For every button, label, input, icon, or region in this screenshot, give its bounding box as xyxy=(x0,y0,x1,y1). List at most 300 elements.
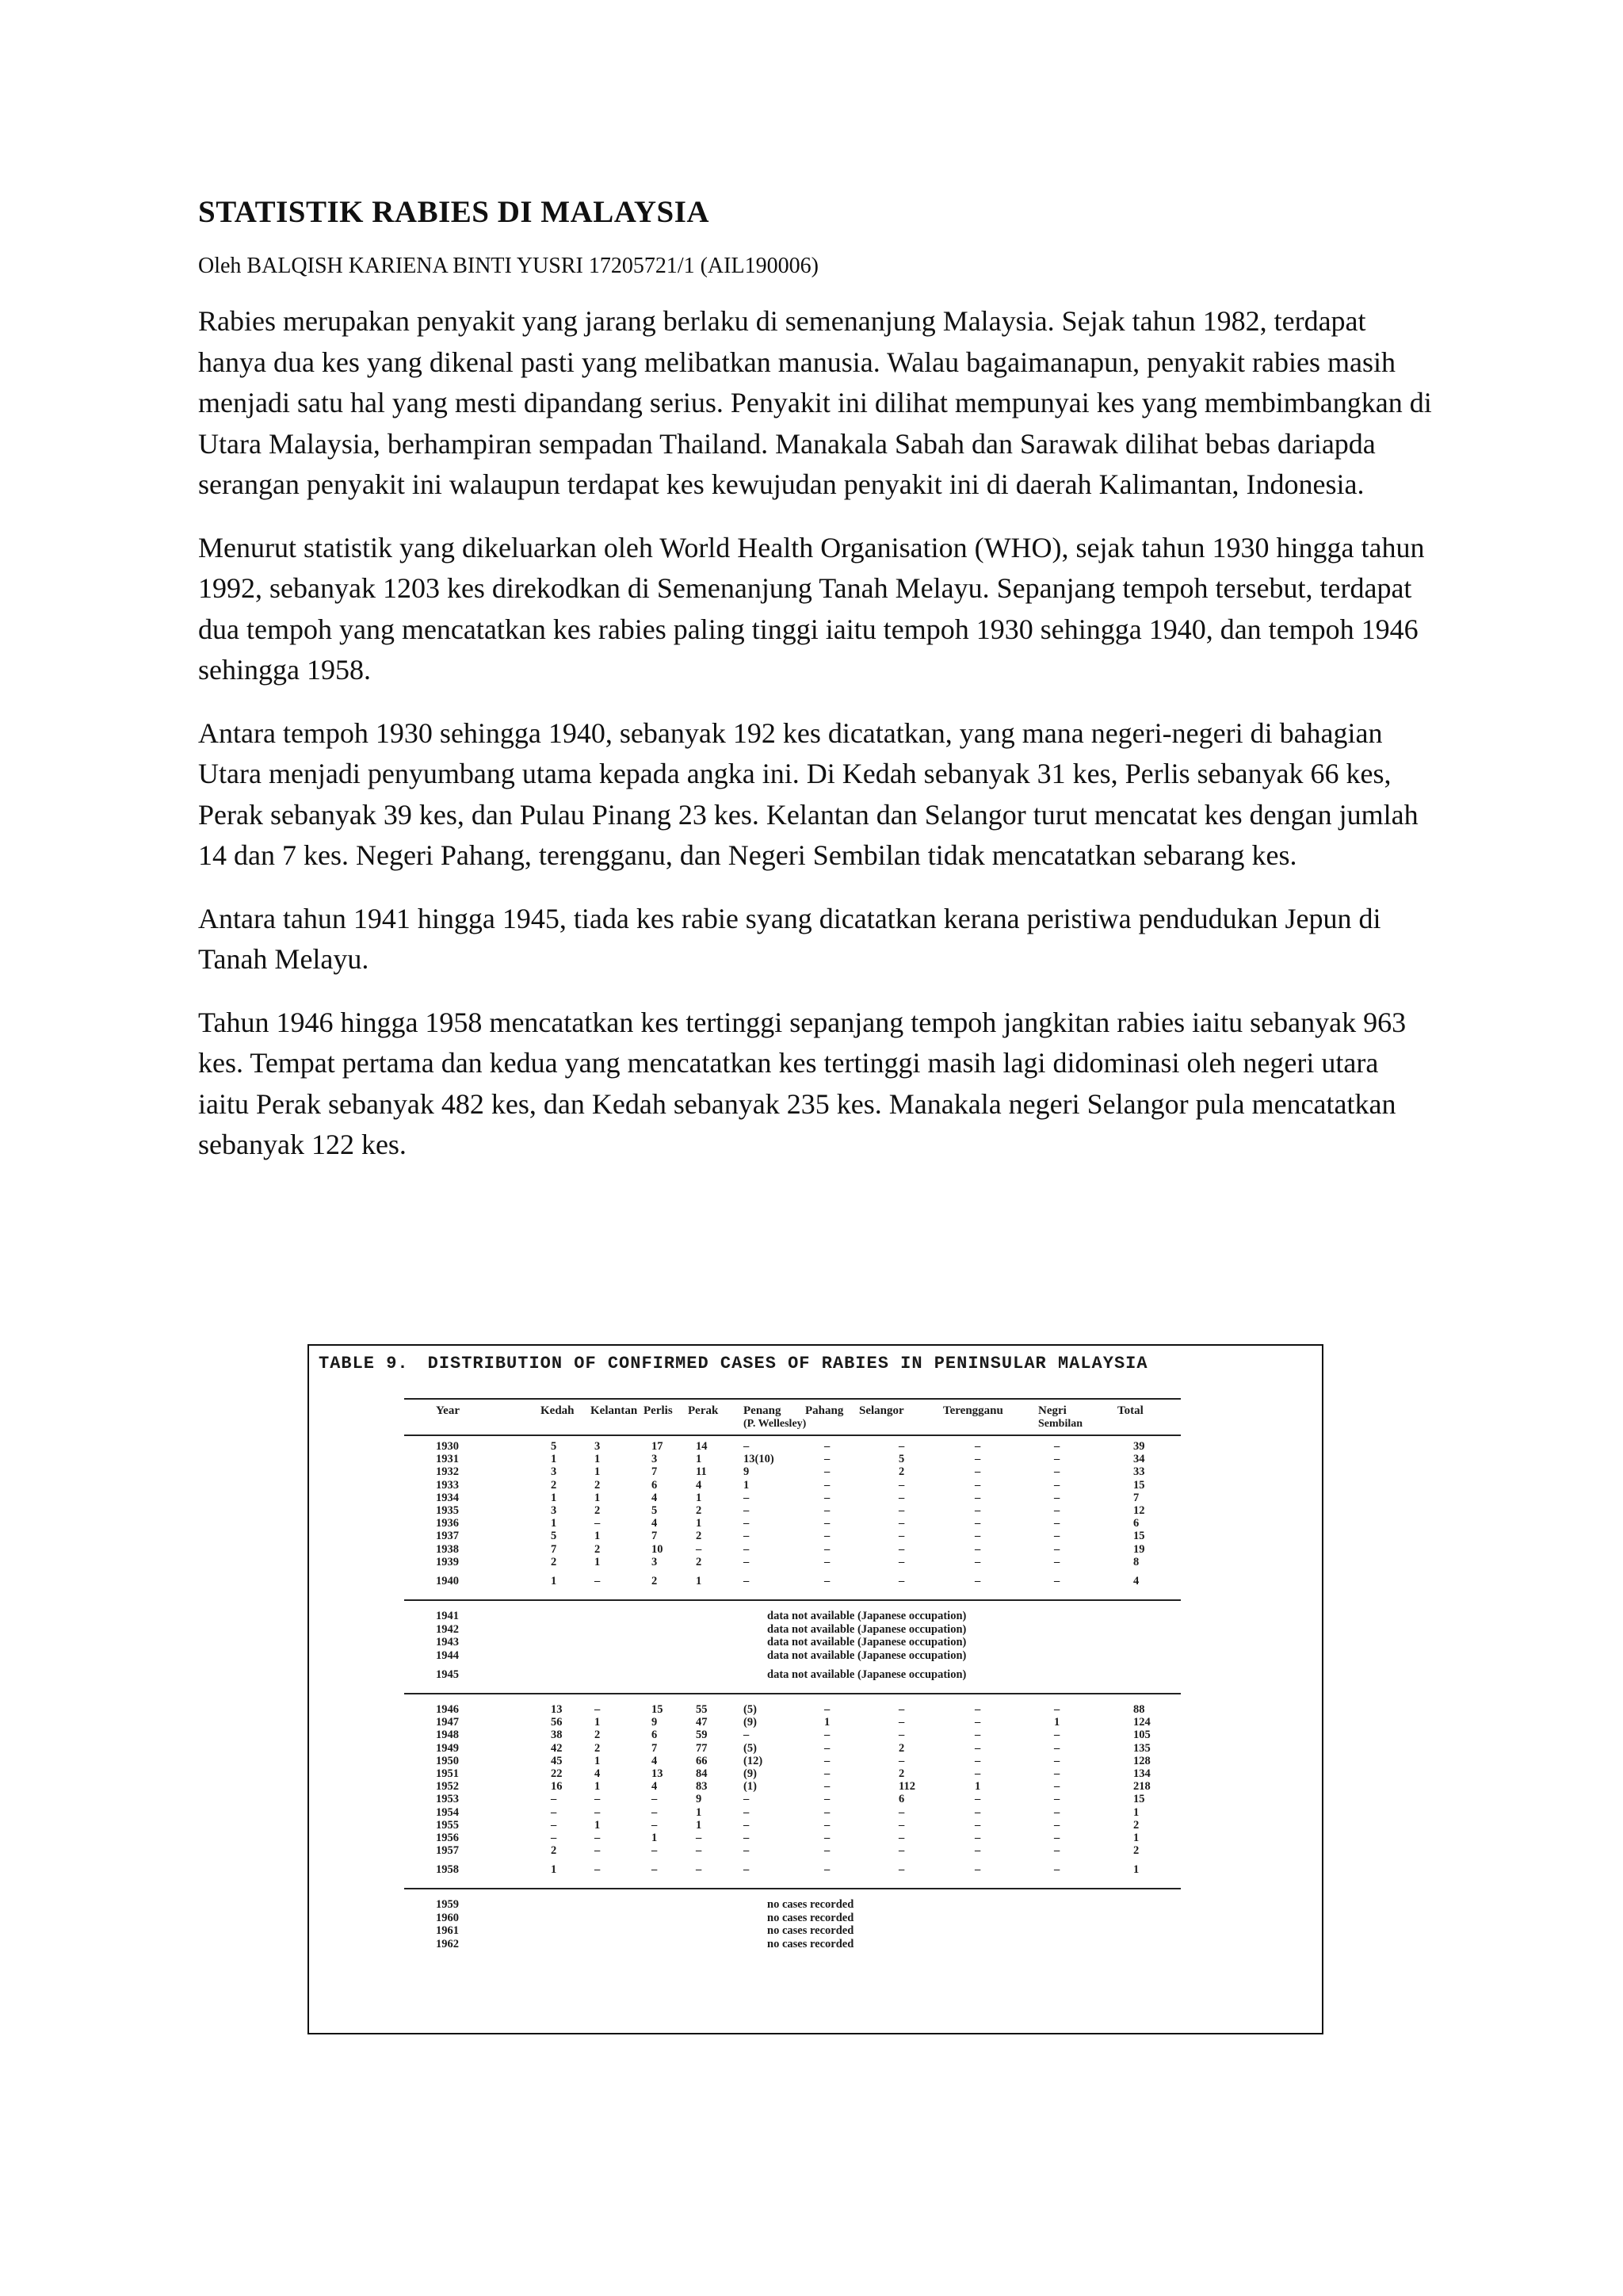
column-header xyxy=(805,1404,843,1418)
table-cell: 77 xyxy=(696,1741,708,1755)
table-cell: – xyxy=(594,1844,601,1858)
table-cell: – xyxy=(824,1703,831,1716)
table-cell: 8 xyxy=(1133,1555,1140,1568)
table-cell: – xyxy=(975,1504,981,1517)
column-header-sub: (P. Wellesley) xyxy=(743,1418,807,1430)
table-cell: 2 xyxy=(551,1555,557,1568)
table-cell: – xyxy=(975,1832,981,1844)
column-header xyxy=(688,1404,718,1418)
table-cell: – xyxy=(1054,1767,1060,1780)
year-cell: 1949 xyxy=(436,1741,459,1755)
table-cell: 33 xyxy=(1133,1465,1145,1479)
table-cell: – xyxy=(899,1478,905,1492)
table-cell: – xyxy=(743,1530,750,1543)
column-header-label: Terengganu xyxy=(943,1404,1003,1417)
year-cell: 1933 xyxy=(436,1478,459,1492)
table-cell: – xyxy=(899,1504,905,1517)
column-header xyxy=(1038,1404,1083,1431)
section-rule xyxy=(404,1888,1181,1889)
table-cell: – xyxy=(1054,1555,1060,1568)
table-cell: 4 xyxy=(651,1517,658,1530)
table-cell: – xyxy=(975,1703,981,1716)
table-cell: 1 xyxy=(594,1818,601,1832)
table-cell: 2 xyxy=(594,1478,601,1492)
table-cell: 6 xyxy=(899,1793,905,1806)
table-cell: 2 xyxy=(551,1844,557,1858)
table-cell: – xyxy=(824,1465,831,1479)
table-cell: – xyxy=(1054,1453,1060,1466)
table-cell: – xyxy=(1054,1832,1060,1844)
table-cell: – xyxy=(824,1517,831,1530)
table-cell: – xyxy=(824,1574,831,1587)
year-cell: 1935 xyxy=(436,1504,459,1517)
table-cell: (5) xyxy=(743,1741,757,1755)
year-cell: 1959 xyxy=(436,1898,459,1912)
year-cell: 1958 xyxy=(436,1863,459,1877)
table-cell: 1 xyxy=(975,1780,981,1794)
table-cell: 1 xyxy=(743,1478,750,1492)
table-cell: – xyxy=(824,1478,831,1492)
table-cell: – xyxy=(743,1440,750,1453)
paragraph: Menurut statistik yang dikeluarkan oleh World Health Organisation (WHO), sejak tahun 1930 hingga tahun 1992, sebanyak 1203 kes direkodkan di Semenanjung Tanah Melayu. Sepanjang tempoh tersebut, terdapat dua tempoh yang mencatatkan kes rabies paling tinggi iaitu tempoh 1930 sehingga 1940, dan tempoh 1946 sehingga 1958. xyxy=(198,531,1425,686)
table-cell: – xyxy=(824,1440,831,1453)
column-header-label: Year xyxy=(436,1404,460,1417)
paragraph: Antara tahun 1941 hingga 1945, tiada kes rabie syang dicatatkan kerana peristiwa pendudukan Jepun di Tanah Melayu. xyxy=(198,902,1381,975)
table-cell: 66 xyxy=(696,1754,708,1767)
data-note: no cases recorded xyxy=(767,1924,854,1938)
table-cell: 59 xyxy=(696,1729,708,1742)
table-cell: – xyxy=(1054,1780,1060,1794)
year-cell: 1947 xyxy=(436,1716,459,1729)
column-header xyxy=(859,1404,904,1418)
page-title: STATISTIK RABIES DI MALAYSIA xyxy=(198,195,710,229)
author-byline: Oleh BALQISH KARIENA BINTI YUSRI 17205721/1 (AIL190006) xyxy=(198,254,819,278)
table-cell: 2 xyxy=(696,1504,702,1517)
table-cell: – xyxy=(824,1741,831,1755)
year-cell: 1962 xyxy=(436,1937,459,1950)
table-cell: – xyxy=(651,1863,658,1877)
year-cell: 1953 xyxy=(436,1793,459,1806)
table-cell: 1 xyxy=(651,1832,658,1844)
column-header-label: Kelantan xyxy=(590,1404,638,1417)
table-cell: – xyxy=(824,1780,831,1794)
table-cell: 84 xyxy=(696,1767,708,1780)
table-cell: 3 xyxy=(551,1504,557,1517)
data-note: data not available (Japanese occupation) xyxy=(767,1668,967,1681)
table-cell: 5 xyxy=(651,1504,658,1517)
year-cell: 1937 xyxy=(436,1530,459,1543)
year-cell: 1939 xyxy=(436,1555,459,1568)
column-header xyxy=(943,1404,1003,1418)
table-cell: 2 xyxy=(594,1741,601,1755)
table-cell: 22 xyxy=(551,1767,563,1780)
table-cell: – xyxy=(696,1542,702,1556)
table-cell: – xyxy=(594,1517,601,1530)
table-cell: – xyxy=(1054,1478,1060,1492)
table-cell: 1 xyxy=(696,1805,702,1819)
table-cell: 4 xyxy=(594,1767,601,1780)
table-cell: – xyxy=(594,1863,601,1877)
section-rule xyxy=(404,1693,1181,1694)
column-header xyxy=(590,1404,637,1418)
column-header xyxy=(540,1404,575,1418)
paragraph: Antara tempoh 1930 sehingga 1940, sebanyak 192 kes dicatatkan, yang mana negeri-negeri di bahagian Utara menjadi penyumbang utama kepada angka ini. Di Kedah sebanyak 31 kes, Perlis sebanyak 66 kes, Perak sebanyak 39 kes, dan Pulau Pinang 23 kes. Kelantan dan Selangor turut mencatat kes dengan jumlah 14 dan 7 kes. Negeri Pahang, terengganu, dan Negeri Sembilan tidak mencatatkan sebarang kes. xyxy=(198,716,1419,871)
table-cell: 9 xyxy=(743,1465,750,1479)
table-cell: 112 xyxy=(899,1780,915,1794)
table-caption xyxy=(319,1354,1148,1373)
table-cell: 2 xyxy=(696,1555,702,1568)
year-cell: 1950 xyxy=(436,1754,459,1767)
table-cell: – xyxy=(743,1793,750,1806)
year-cell: 1944 xyxy=(436,1648,459,1662)
table-cell: 4 xyxy=(651,1780,658,1794)
table-cell: 134 xyxy=(1133,1767,1151,1780)
table-cell: 38 xyxy=(551,1729,563,1742)
table-cell: – xyxy=(899,1863,905,1877)
table-cell: 19 xyxy=(1133,1542,1145,1556)
table-cell: – xyxy=(975,1818,981,1832)
table-cell: 1 xyxy=(551,1574,557,1587)
table-cell: 1 xyxy=(551,1491,557,1504)
table-cell: 2 xyxy=(1133,1844,1140,1858)
table-cell: 4 xyxy=(1133,1574,1140,1587)
column-header-label: Penang xyxy=(743,1404,781,1417)
table-cell: – xyxy=(696,1832,702,1844)
year-cell: 1942 xyxy=(436,1622,459,1636)
column-header-label: Selangor xyxy=(859,1404,904,1417)
year-cell: 1946 xyxy=(436,1703,459,1716)
year-cell: 1952 xyxy=(436,1780,459,1794)
table-cell: 4 xyxy=(651,1491,658,1504)
table-cell: – xyxy=(899,1555,905,1568)
table-cell: – xyxy=(551,1832,557,1844)
table-cell: 2 xyxy=(594,1542,601,1556)
table-cell: 124 xyxy=(1133,1716,1151,1729)
year-cell: 1930 xyxy=(436,1440,459,1453)
table-cell: – xyxy=(975,1555,981,1568)
table-cell: – xyxy=(1054,1741,1060,1755)
table-cell: 5 xyxy=(551,1440,557,1453)
table-cell: – xyxy=(975,1453,981,1466)
column-header xyxy=(1117,1404,1144,1418)
table-cell: – xyxy=(899,1703,905,1716)
table-cell: – xyxy=(824,1767,831,1780)
table-cell: – xyxy=(1054,1574,1060,1587)
table-cell: – xyxy=(1054,1530,1060,1543)
table-cell: 15 xyxy=(1133,1478,1145,1492)
table-cell: 1 xyxy=(594,1780,601,1794)
table-cell: – xyxy=(1054,1491,1060,1504)
table-cell: 2 xyxy=(899,1741,905,1755)
table-cell: – xyxy=(899,1491,905,1504)
table-cell: – xyxy=(824,1832,831,1844)
table-cell: – xyxy=(743,1844,750,1858)
table-cell: 1 xyxy=(696,1517,702,1530)
table-cell: (12) xyxy=(743,1754,763,1767)
table-cell: 42 xyxy=(551,1741,563,1755)
table-cell: – xyxy=(975,1844,981,1858)
table-cell: 3 xyxy=(651,1453,658,1466)
year-cell: 1955 xyxy=(436,1818,459,1832)
table-cell: – xyxy=(743,1805,750,1819)
table-cell: 16 xyxy=(551,1780,563,1794)
table-cell: – xyxy=(975,1440,981,1453)
table-cell: 12 xyxy=(1133,1504,1145,1517)
table-cell: – xyxy=(1054,1542,1060,1556)
table-caption-text: DISTRIBUTION OF CONFIRMED CASES OF RABIES IN PENINSULAR MALAYSIA xyxy=(427,1354,1148,1373)
table-cell: 15 xyxy=(1133,1793,1145,1806)
data-note: no cases recorded xyxy=(767,1911,854,1924)
data-note: data not available (Japanese occupation) xyxy=(767,1636,967,1648)
table-cell: – xyxy=(899,1716,905,1729)
table-cell: 2 xyxy=(594,1504,601,1517)
year-cell: 1941 xyxy=(436,1610,459,1622)
table-cell: – xyxy=(899,1754,905,1767)
table-cell: 83 xyxy=(696,1780,708,1794)
table-cell: 6 xyxy=(1133,1517,1140,1530)
table-cell: 2 xyxy=(594,1729,601,1742)
data-note: no cases recorded xyxy=(767,1898,854,1912)
table-cell: – xyxy=(651,1793,658,1806)
table-cell: 9 xyxy=(651,1716,658,1729)
table-cell: – xyxy=(824,1754,831,1767)
table-cell: 1 xyxy=(696,1574,702,1587)
table-cell: – xyxy=(651,1844,658,1858)
table-cell: 55 xyxy=(696,1703,708,1716)
table-cell: – xyxy=(975,1741,981,1755)
table-cell: 45 xyxy=(551,1754,563,1767)
table-cell: – xyxy=(975,1716,981,1729)
header-rule xyxy=(404,1435,1181,1436)
data-note: data not available (Japanese occupation) xyxy=(767,1622,967,1636)
table-cell: 13 xyxy=(551,1703,563,1716)
table-cell: 10 xyxy=(651,1542,663,1556)
table-cell: – xyxy=(551,1818,557,1832)
year-cell: 1932 xyxy=(436,1465,459,1479)
table-cell: 11 xyxy=(696,1465,707,1479)
table-cell: 1 xyxy=(594,1716,601,1729)
table-cell: 1 xyxy=(1133,1832,1140,1844)
year-cell: 1957 xyxy=(436,1844,459,1858)
table-cell: – xyxy=(824,1729,831,1742)
table-cell: 7 xyxy=(1133,1491,1140,1504)
table-cell: 1 xyxy=(594,1491,601,1504)
table-cell: – xyxy=(975,1805,981,1819)
table-cell: – xyxy=(594,1574,601,1587)
table-cell: 1 xyxy=(824,1716,831,1729)
table-cell: 135 xyxy=(1133,1741,1151,1755)
table-cell: – xyxy=(743,1555,750,1568)
table-cell: – xyxy=(824,1555,831,1568)
table-cell: – xyxy=(899,1805,905,1819)
table-cell: – xyxy=(551,1793,557,1806)
table-cell: 56 xyxy=(551,1716,563,1729)
table-cell: 7 xyxy=(651,1530,658,1543)
table-cell: – xyxy=(899,1574,905,1587)
table-cell: 6 xyxy=(651,1729,658,1742)
table-cell: – xyxy=(1054,1440,1060,1453)
table-cell: 1 xyxy=(696,1491,702,1504)
table-cell: – xyxy=(651,1805,658,1819)
table-cell: – xyxy=(899,1729,905,1742)
table-cell: – xyxy=(1054,1754,1060,1767)
table-cell: – xyxy=(1054,1517,1060,1530)
table-cell: – xyxy=(824,1818,831,1832)
table-cell: – xyxy=(1054,1504,1060,1517)
table-cell: – xyxy=(743,1517,750,1530)
table-cell: 218 xyxy=(1133,1780,1151,1794)
table-cell: – xyxy=(824,1542,831,1556)
table-cell: – xyxy=(1054,1465,1060,1479)
table-cell: 14 xyxy=(696,1440,708,1453)
table-cell: – xyxy=(824,1453,831,1466)
table-cell: 2 xyxy=(1133,1818,1140,1832)
table-cell: (1) xyxy=(743,1780,757,1794)
year-cell: 1940 xyxy=(436,1574,459,1587)
table-cell: – xyxy=(975,1478,981,1492)
table-cell: 4 xyxy=(651,1754,658,1767)
column-header-sub: Sembilan xyxy=(1038,1418,1083,1430)
table-cell: 1 xyxy=(594,1453,601,1466)
table-cell: – xyxy=(824,1793,831,1806)
table-cell: 2 xyxy=(899,1465,905,1479)
table-cell: 2 xyxy=(651,1574,658,1587)
table-cell: 2 xyxy=(696,1530,702,1543)
year-cell: 1948 xyxy=(436,1729,459,1742)
table-cell: – xyxy=(899,1844,905,1858)
table-cell: 17 xyxy=(651,1440,663,1453)
table-cell: 5 xyxy=(899,1453,905,1466)
table-cell: 6 xyxy=(651,1478,658,1492)
table-cell: – xyxy=(743,1504,750,1517)
table-cell: – xyxy=(696,1863,702,1877)
table-cell: – xyxy=(1054,1703,1060,1716)
column-header-label: Perlis xyxy=(643,1404,673,1417)
table-cell: – xyxy=(1054,1818,1060,1832)
data-note: data not available (Japanese occupation) xyxy=(767,1610,967,1622)
table-cell: 1 xyxy=(1054,1716,1060,1729)
table-cell: 39 xyxy=(1133,1440,1145,1453)
table-cell: 1 xyxy=(594,1465,601,1479)
year-cell: 1961 xyxy=(436,1924,459,1938)
column-header-label: Total xyxy=(1117,1404,1144,1417)
table-cell: 13 xyxy=(651,1767,663,1780)
rabies-distribution-table xyxy=(307,1344,1323,2034)
column-header xyxy=(743,1404,806,1431)
data-note: no cases recorded xyxy=(767,1937,854,1950)
table-cell: – xyxy=(975,1574,981,1587)
table-cell: – xyxy=(1054,1844,1060,1858)
table-cell: 4 xyxy=(696,1478,702,1492)
table-cell: – xyxy=(975,1863,981,1877)
table-cell: 13(10) xyxy=(743,1453,774,1466)
table-cell: 15 xyxy=(1133,1530,1145,1543)
table-cell: – xyxy=(824,1491,831,1504)
table-cell: – xyxy=(743,1491,750,1504)
data-note: data not available (Japanese occupation) xyxy=(767,1648,967,1662)
table-cell: – xyxy=(551,1805,557,1819)
year-cell: 1945 xyxy=(436,1668,459,1681)
table-cell: – xyxy=(975,1530,981,1543)
table-cell: – xyxy=(824,1530,831,1543)
table-cell: – xyxy=(594,1793,601,1806)
table-cell: 1 xyxy=(696,1818,702,1832)
table-cell: 1 xyxy=(594,1754,601,1767)
table-cell: 1 xyxy=(1133,1805,1140,1819)
table-cell: 1 xyxy=(551,1517,557,1530)
table-cell: – xyxy=(899,1542,905,1556)
year-cell: 1954 xyxy=(436,1805,459,1819)
table-cell: – xyxy=(743,1574,750,1587)
table-cell: – xyxy=(1054,1729,1060,1742)
table-cell: – xyxy=(824,1863,831,1877)
table-cell: – xyxy=(899,1440,905,1453)
paragraph: Rabies merupakan penyakit yang jarang berlaku di semenanjung Malaysia. Sejak tahun 1982, terdapat hanya dua kes yang dikenal pasti yang melibatkan manusia. Walau bagaimanapun, penyakit rabies masih menjadi satu hal yang mesti dipandang serius. Penyakit ini dilihat mempunyai kes yang membimbangkan di Utara Malaysia, berhampiran sempadan Thailand. Manakala Sabah dan Sarawak dilihat bebas dariapda serangan penyakit ini walaupun terdapat kes kewujudan penyakit ini di daerah Kalimantan, Indonesia. xyxy=(198,305,1432,500)
year-cell: 1943 xyxy=(436,1636,459,1648)
table-cell: 7 xyxy=(651,1465,658,1479)
table-cell: (5) xyxy=(743,1703,757,1716)
column-header-label: Kedah xyxy=(540,1404,575,1417)
table-label: TABLE 9. xyxy=(319,1354,409,1373)
column-header-label: Negri xyxy=(1038,1404,1067,1417)
table-cell: – xyxy=(594,1832,601,1844)
table-cell: – xyxy=(594,1703,601,1716)
table-cell: 1 xyxy=(696,1453,702,1466)
table-cell: (9) xyxy=(743,1716,757,1729)
table-cell: 7 xyxy=(551,1542,557,1556)
table-cell: 1 xyxy=(551,1863,557,1877)
table-cell: 34 xyxy=(1133,1453,1145,1466)
table-cell: – xyxy=(696,1844,702,1858)
table-cell: – xyxy=(899,1530,905,1543)
table-cell: 3 xyxy=(651,1555,658,1568)
table-cell: 88 xyxy=(1133,1703,1145,1716)
table-cell: – xyxy=(975,1517,981,1530)
year-cell: 1938 xyxy=(436,1542,459,1556)
table-cell: – xyxy=(824,1805,831,1819)
table-cell: – xyxy=(1054,1863,1060,1877)
table-cell: – xyxy=(594,1805,601,1819)
table-cell: – xyxy=(975,1465,981,1479)
table-cell: 47 xyxy=(696,1716,708,1729)
column-header-label: Pahang xyxy=(805,1404,844,1417)
column-header xyxy=(643,1404,673,1418)
table-cell: 5 xyxy=(551,1530,557,1543)
table-cell: 105 xyxy=(1133,1729,1151,1742)
table-cell: – xyxy=(743,1832,750,1844)
table-cell: – xyxy=(975,1542,981,1556)
column-header xyxy=(436,1404,460,1418)
year-cell: 1951 xyxy=(436,1767,459,1780)
year-cell: 1956 xyxy=(436,1832,459,1844)
table-cell: 1 xyxy=(594,1530,601,1543)
table-cell: – xyxy=(1054,1793,1060,1806)
table-cell: 3 xyxy=(551,1465,557,1479)
table-cell: – xyxy=(1054,1805,1060,1819)
table-cell: 1 xyxy=(1133,1863,1140,1877)
column-header-label: Perak xyxy=(688,1404,719,1417)
table-cell: 7 xyxy=(651,1741,658,1755)
table-cell: – xyxy=(651,1818,658,1832)
table-cell: – xyxy=(899,1517,905,1530)
table-cell: – xyxy=(824,1844,831,1858)
table-cell: – xyxy=(975,1491,981,1504)
table-cell: – xyxy=(743,1818,750,1832)
table-cell: – xyxy=(975,1729,981,1742)
article-body xyxy=(198,194,1434,1188)
table-cell: – xyxy=(743,1863,750,1877)
table-cell: 1 xyxy=(551,1453,557,1466)
